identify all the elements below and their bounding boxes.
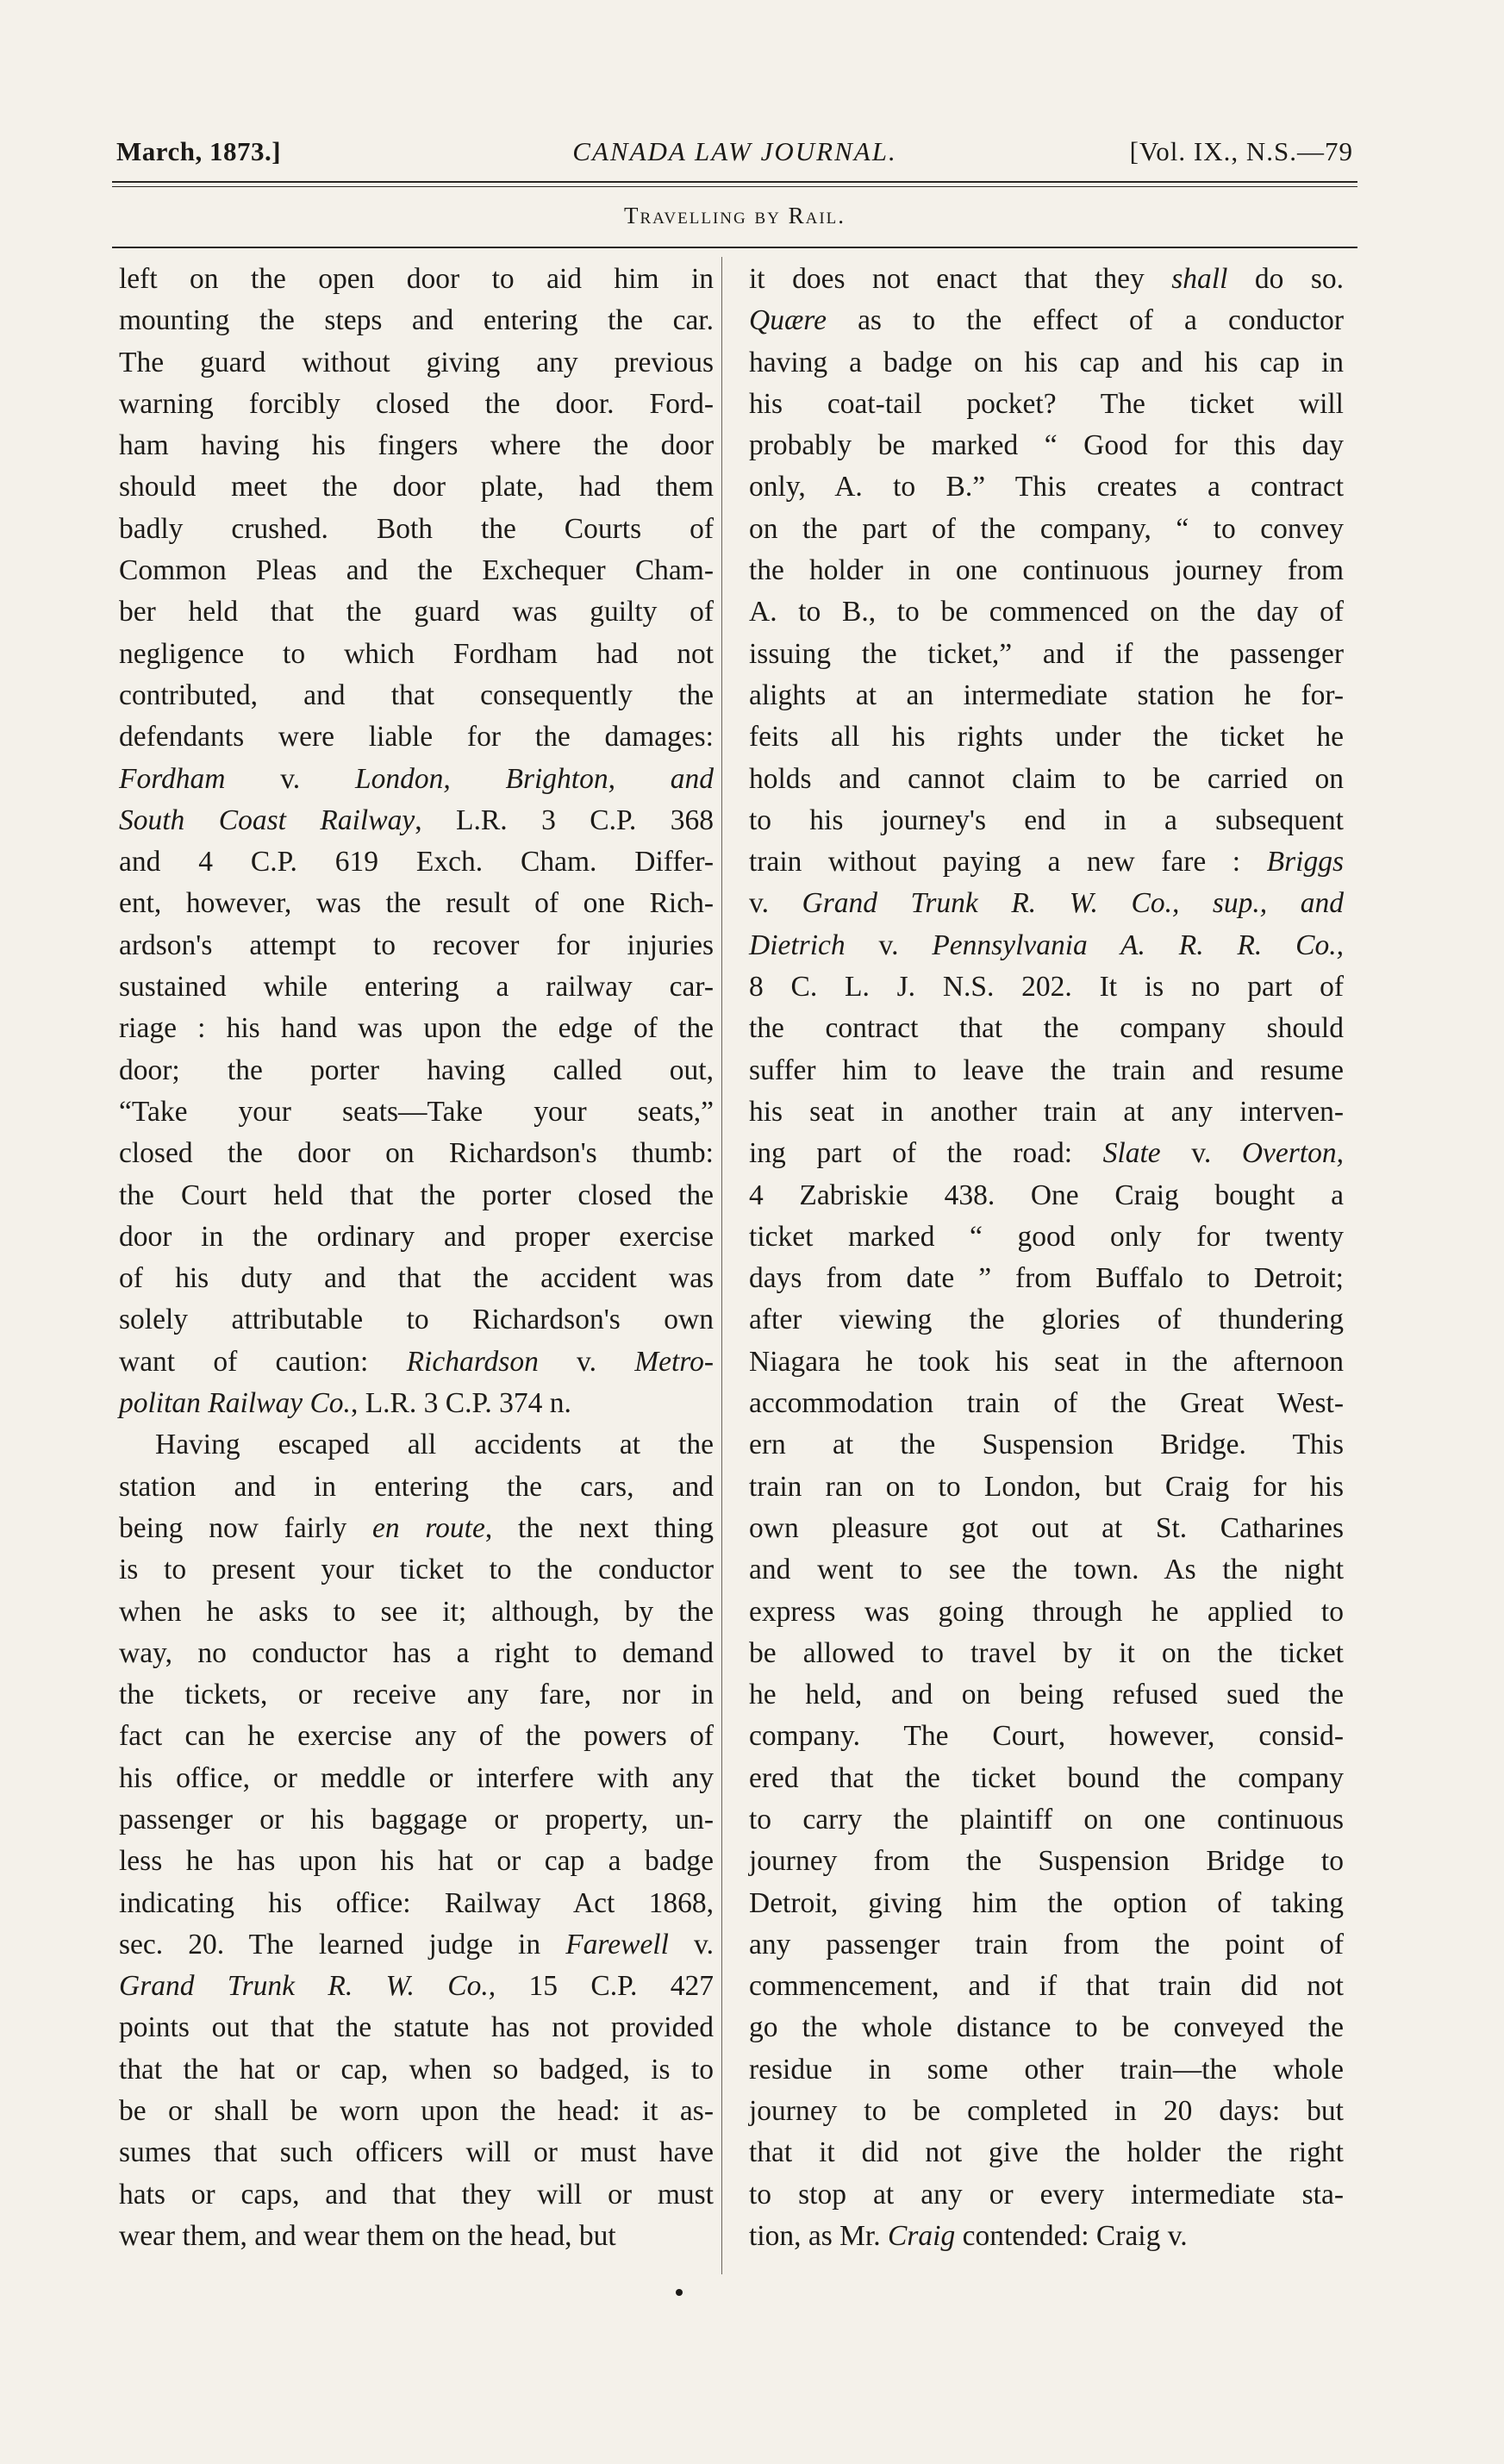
text-line: the tickets, or receive any fare, nor in	[119, 1679, 714, 1711]
text-line: South Coast Railway, L.R. 3 C.P. 368	[119, 804, 714, 836]
text-line: closed the door on Richardson's thumb:	[119, 1137, 714, 1170]
text-line: be allowed to travel by it on the ticket	[749, 1636, 1344, 1669]
text-line: solely attributable to Richardson's own	[119, 1304, 714, 1336]
text-line: he held, and on being refused sued the	[749, 1679, 1344, 1711]
text-line: less he has upon his hat or cap a badge	[119, 1845, 714, 1878]
text-line: defendants were liable for the damages:	[119, 721, 714, 754]
text-line: Quære as to the effect of a conductor	[749, 304, 1344, 337]
text-line: door; the porter having called out,	[119, 1054, 714, 1086]
text-line: go the whole distance to be conveyed the	[749, 2011, 1344, 2044]
text-line: ticket marked “ good only for twenty	[749, 1220, 1344, 1253]
text-line: and went to see the town. As the night	[749, 1554, 1344, 1586]
text-line: ern at the Suspension Bridge. This	[749, 1429, 1344, 1461]
text-line: the contract that the company should	[749, 1012, 1344, 1045]
text-line: sustained while entering a railway car-	[119, 971, 714, 1004]
text-line: commencement, and if that train did not	[749, 1970, 1344, 2003]
text-line: warning forcibly closed the door. Ford-	[119, 387, 714, 420]
header-rule-top	[112, 181, 1357, 183]
text-line: ardson's attempt to recover for injuries	[119, 929, 714, 961]
text-line: v. Grand Trunk R. W. Co., sup., and	[749, 887, 1344, 920]
text-line: station and in entering the cars, and	[119, 1470, 714, 1503]
text-line: passenger or his baggage or property, un-	[119, 1803, 714, 1835]
text-line: that the hat or cap, when so badged, is to	[119, 2053, 714, 2086]
text-line: sumes that such officers will or must have	[119, 2136, 714, 2169]
text-line: 4 Zabriskie 438. One Craig bought a	[749, 1179, 1344, 1211]
text-line: that it did not give the holder the right	[749, 2136, 1344, 2169]
text-line: should meet the door plate, had them	[119, 471, 714, 503]
text-line: feits all his rights under the ticket he	[749, 721, 1344, 754]
text-line: to stop at any or every intermediate sta-	[749, 2178, 1344, 2211]
text-line: Fordham v. London, Brighton, and	[119, 762, 714, 795]
text-line: 8 C. L. J. N.S. 202. It is no part of	[749, 971, 1344, 1004]
text-line: is to present your ticket to the conductor	[119, 1554, 714, 1586]
text-line: journey to be completed in 20 days: but	[749, 2095, 1344, 2128]
text-line: points out that the statute has not provided	[119, 2011, 714, 2044]
title-rule	[112, 247, 1357, 248]
volume-page-number: [Vol. IX., N.S.—79	[1129, 136, 1353, 166]
text-line: own pleasure got out at St. Catharines	[749, 1511, 1344, 1544]
text-line: left on the open door to aid him in	[119, 263, 714, 295]
text-line: want of caution: Richardson v. Metro-	[119, 1345, 715, 1378]
text-line: his office, or meddle or interfere with any	[119, 1761, 714, 1794]
left-column	[119, 259, 714, 2257]
text-line: his coat-tail pocket? The ticket will	[749, 387, 1344, 420]
text-line: holds and cannot claim to be carried on	[749, 762, 1344, 795]
text-line: ham having his fingers where the door	[119, 429, 714, 462]
text-line: “Take your seats—Take your seats,”	[119, 1095, 714, 1128]
text-line: The guard without giving any previous	[119, 346, 714, 378]
text-line: accommodation train of the Great West-	[749, 1387, 1344, 1420]
text-line: ber held that the guard was guilty of	[119, 596, 714, 629]
running-title: Travelling by Rail.	[623, 203, 846, 228]
text-line: and 4 C.P. 619 Exch. Cham. Differ-	[119, 846, 714, 879]
text-line: to his journey's end in a subsequent	[749, 804, 1344, 836]
text-line: only, A. to B.” This creates a contract	[749, 471, 1344, 503]
text-line: when he asks to see it; although, by the	[119, 1595, 714, 1628]
text-line: any passenger train from the point of	[749, 1928, 1344, 1961]
text-line: A. to B., to be commenced on the day of	[749, 596, 1344, 629]
text-line: probably be marked “ Good for this day	[749, 429, 1344, 462]
text-line: badly crushed. Both the Courts of	[119, 512, 714, 545]
text-line: issuing the ticket,” and if the passenger	[749, 637, 1344, 670]
text-line: negligence to which Fordham had not	[119, 637, 714, 670]
text-line: Having escaped all accidents at the	[155, 1429, 714, 1461]
text-line: sec. 20. The learned judge in Farewell v.	[119, 1928, 714, 1961]
text-line: train ran on to London, but Craig for his	[749, 1470, 1344, 1503]
text-line: be or shall be worn upon the head: it as-	[119, 2095, 714, 2128]
text-line: riage : his hand was upon the edge of the	[119, 1012, 714, 1045]
journal-title: CANADA LAW JOURNAL.	[572, 136, 897, 166]
text-line: contributed, and that consequently the	[119, 679, 714, 711]
text-line: mounting the steps and entering the car.	[119, 304, 714, 337]
text-line: hats or caps, and that they will or must	[119, 2178, 714, 2211]
text-line: residue in some other train—the whole	[749, 2053, 1344, 2086]
text-line: Grand Trunk R. W. Co., 15 C.P. 427	[119, 1970, 715, 2003]
text-line: suffer him to leave the train and resume	[749, 1054, 1344, 1086]
text-line: wear them, and wear them on the head, but	[119, 2219, 616, 2252]
text-line: his seat in another train at any interven-	[749, 1095, 1344, 1128]
text-line: express was going through he applied to	[749, 1595, 1344, 1628]
text-line: of his duty and that the accident was	[119, 1262, 714, 1295]
footer-dot	[676, 2289, 683, 2296]
text-line: Dietrich v. Pennsylvania A. R. R. Co.,	[749, 929, 1345, 961]
text-line: fact can he exercise any of the powers of	[119, 1720, 714, 1753]
right-column	[749, 259, 1344, 2257]
text-line: alights at an intermediate station he for-	[749, 679, 1344, 711]
text-line: days from date ” from Buffalo to Detroit;	[749, 1262, 1344, 1295]
text-line: politan Railway Co., L.R. 3 C.P. 374 n.	[119, 1387, 571, 1420]
text-line: ent, however, was the result of one Rich-	[119, 887, 714, 920]
text-line: being now fairly en route, the next thing	[119, 1511, 714, 1544]
text-line: it does not enact that they shall do so.	[749, 263, 1344, 295]
column-divider	[721, 257, 722, 2274]
text-line: the Court held that the porter closed the	[119, 1179, 714, 1211]
text-line: ing part of the road: Slate v. Overton,	[749, 1137, 1344, 1170]
text-line: Common Pleas and the Exchequer Cham-	[119, 554, 714, 587]
text-line: having a badge on his cap and his cap in	[749, 346, 1344, 378]
text-line: company. The Court, however, consid-	[749, 1720, 1344, 1753]
text-line: journey from the Suspension Bridge to	[749, 1845, 1344, 1878]
text-line: Detroit, giving him the option of taking	[749, 1886, 1344, 1919]
text-line: train without paying a new fare : Briggs	[749, 846, 1344, 879]
text-line: the holder in one continuous journey from	[749, 554, 1344, 587]
page-header	[116, 136, 1353, 171]
text-line: to carry the plaintiff on one continuous	[749, 1803, 1344, 1835]
text-line: ered that the ticket bound the company	[749, 1761, 1344, 1794]
text-line: on the part of the company, “ to convey	[749, 512, 1344, 545]
text-line: door in the ordinary and proper exercise	[119, 1220, 714, 1253]
text-line: way, no conductor has a right to demand	[119, 1636, 714, 1669]
text-line: after viewing the glories of thundering	[749, 1304, 1344, 1336]
text-line: indicating his office: Railway Act 1868,	[119, 1886, 714, 1919]
header-date: March, 1873.]	[116, 136, 282, 166]
header-rule-bottom	[112, 186, 1357, 187]
text-line: Niagara he took his seat in the afternoon	[749, 1345, 1344, 1378]
text-line: tion, as Mr. Craig contended: Craig v.	[749, 2219, 1188, 2252]
